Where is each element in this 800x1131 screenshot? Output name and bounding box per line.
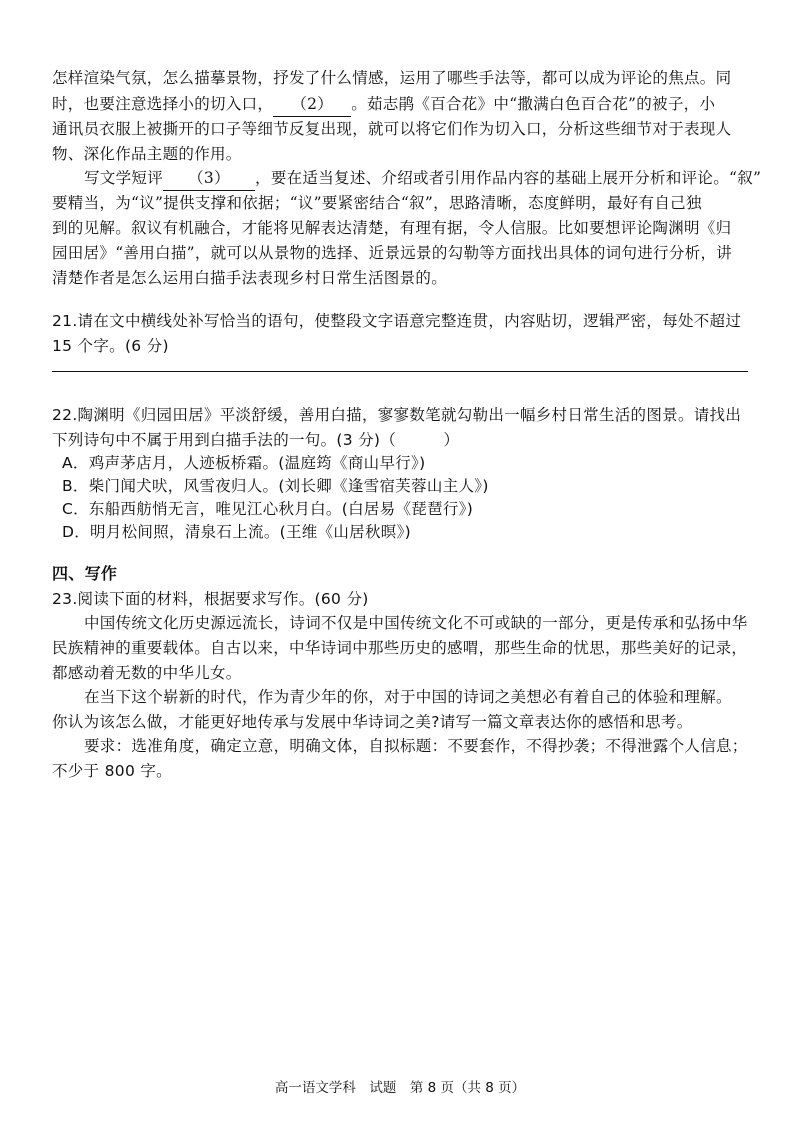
option-a: A．鸡声茅店月，人迹板桥霜。(温庭筠《商山早行》) — [62, 454, 426, 472]
passage-line: 怎样渲染气氛，怎么描摹景物，抒发了什么情感，运用了哪些手法等，都可以成为评论的焦点。同 — [52, 69, 732, 87]
question-22-text: 22.陶渊明《归园田居》平淡舒缓，善用白描，寥寥数笔就勾勒出一幅乡村日常生活的图景。请找出 — [52, 406, 742, 424]
section-heading: 四、写作 — [52, 564, 118, 583]
material-line: 中国传统文化历史源远流长，诗词不仅是中国传统文化不可或缺的一部分，更是传承和弘扬中华 — [84, 614, 748, 632]
page-footer: 高一语文学科 试题 第 8 页（共 8 页） — [274, 1080, 526, 1096]
fill-blank-3: （3） — [163, 166, 255, 191]
passage-text: ，要在适当复述、介绍或者引用作品内容的基础上展开分析和评论。“叙” — [255, 169, 762, 187]
question-22-text: 下列诗句中不属于用到白描手法的一句。(3 分)（ ） — [52, 431, 460, 449]
option-d: D．明月松间照，清泉石上流。(王维《山居秋暝》) — [62, 523, 411, 541]
material-line: 都感动着无数的中华儿女。 — [52, 664, 242, 682]
passage-line: 到的见解。叙议有机融合，才能将见解表达清楚，有理有据，令人信服。比如要想评论陶渊明《归 — [52, 219, 732, 237]
material-line: 你认为该怎么做，才能更好地传承与发展中华诗词之美?请写一篇文章表达你的感悟和思考。 — [52, 713, 693, 731]
passage-line — [52, 92, 752, 117]
fill-blank-2: （2） — [273, 92, 351, 117]
question-21-text: 15 个字。(6 分) — [52, 337, 169, 355]
requirements-line: 不少于 800 字。 — [52, 762, 172, 780]
question-21-text: 21.请在文中横线处补写恰当的语句，使整段文字语意完整连贯，内容贴切，逻辑严密，每处不超过 — [52, 312, 742, 330]
passage-line: 通讯员衣服上被撕开的口子等细节反复出现，就可以将它们作为切入口，分析这些细节对于表现人 — [52, 120, 732, 138]
option-c: C．东船西舫悄无言，唯见江心秋月白。(白居易《琵琶行》) — [62, 500, 474, 518]
answer-line — [52, 371, 748, 372]
requirements-line: 要求：选准角度，确定立意，明确文体，自拟标题：不要套作，不得抄袭；不得泄露个人信息； — [84, 737, 748, 755]
passage-line — [84, 166, 762, 191]
option-b: B．柴门闻犬吠，风雪夜归人。(刘长卿《逢雪宿芙蓉山主人》) — [62, 477, 489, 495]
passage-line: 物、深化作品主题的作用。 — [52, 145, 242, 163]
question-23-text: 23.阅读下面的材料，根据要求写作。(60 分) — [52, 590, 369, 608]
passage-line: 清楚作者是怎么运用白描手法表现乡村日常生活图景的。 — [52, 269, 448, 287]
material-line: 民族精神的重要载体。自古以来，中华诗词中那些历史的感喟，那些生命的忧思，那些美好的记录， — [52, 639, 748, 657]
passage-text: 时，也要注意选择小的切入口， — [52, 95, 274, 113]
passage-line: 园田居》“善用白描”，就可以从景物的选择、近景远景的勾勒等方面找出具体的词句进行分析，讲 — [52, 244, 733, 262]
material-line: 在当下这个崭新的时代，作为青少年的你，对于中国的诗词之美想必有着自己的体验和理解。 — [84, 688, 732, 706]
passage-text: 。茹志鹃《百合花》中“撒满白色百合花”的被子，小 — [351, 95, 716, 113]
passage-text: 写文学短评 — [84, 169, 164, 187]
passage-line: 要精当，为“议”提供支撑和依据；“议”要紧密结合“叙”，思路清晰，态度鲜明，最好有自己独 — [52, 194, 702, 212]
